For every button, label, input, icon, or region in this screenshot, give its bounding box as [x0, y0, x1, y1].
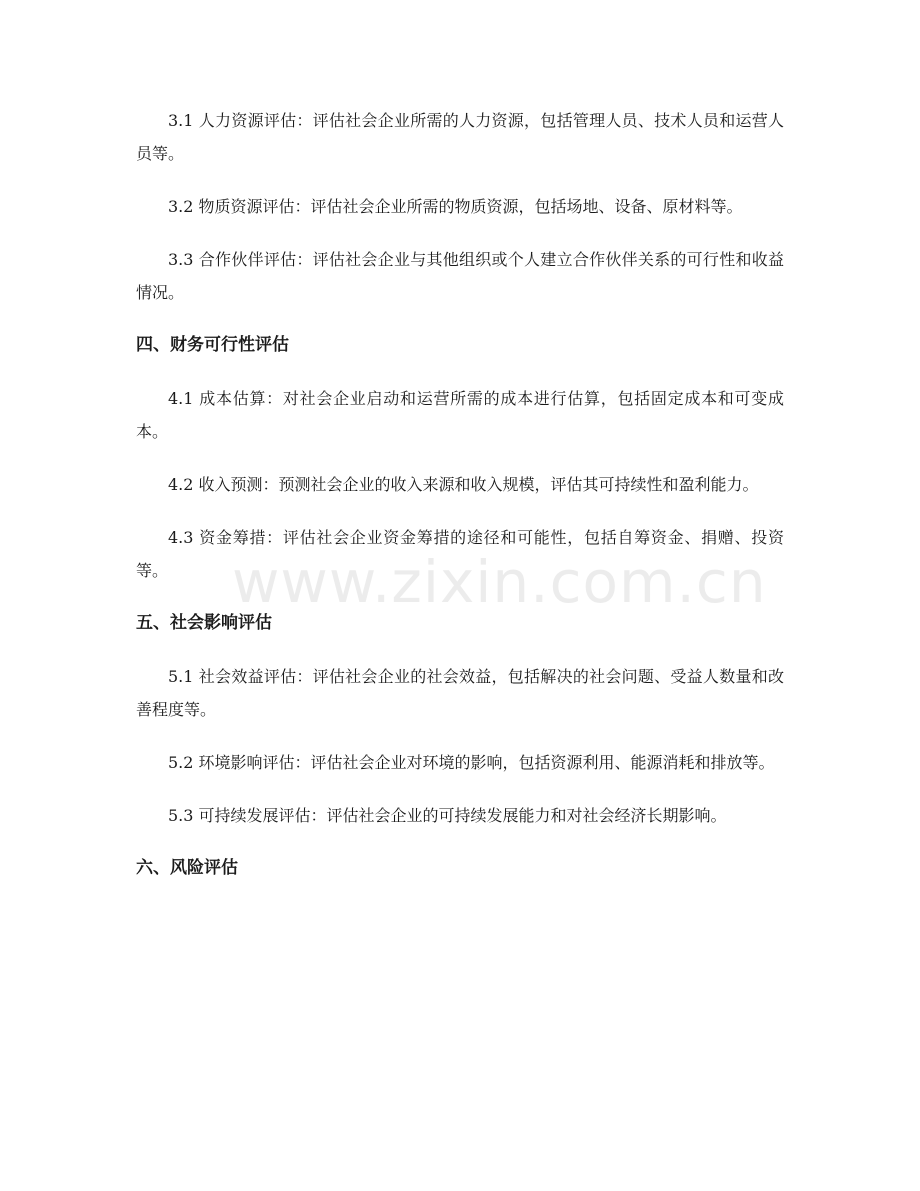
paragraph-3-2: 3.2 物质资源评估：评估社会企业所需的物质资源，包括场地、设备、原材料等。: [168, 197, 743, 216]
section-heading-5: 五、社会影响评估: [136, 613, 272, 633]
paragraph-5-2: 5.2 环境影响评估：评估社会企业对环境的影响，包括资源利用、能源消耗和排放等。: [168, 753, 775, 772]
paragraph-5-3: 5.3 可持续发展评估：评估社会企业的可持续发展能力和对社会经济长期影响。: [168, 806, 727, 825]
paragraph-4-1: 4.1 成本估算：对社会企业启动和运营所需的成本进行估算，包括固定成本和可变成本。: [136, 389, 784, 441]
paragraph-3-1: 3.1 人力资源评估：评估社会企业所需的人力资源，包括管理人员、技术人员和运营人员等。: [136, 111, 784, 163]
watermark-text: www.zixin.com.cn: [232, 548, 767, 616]
paragraph-4-2: 4.2 收入预测：预测社会企业的收入来源和收入规模，评估其可持续性和盈利能力。: [168, 475, 759, 494]
paragraph-5-1: 5.1 社会效益评估：评估社会企业的社会效益，包括解决的社会问题、受益人数量和改善程度等。: [136, 667, 784, 719]
section-heading-4: 四、财务可行性评估: [136, 335, 289, 355]
paragraph-3-3: 3.3 合作伙伴评估：评估社会企业与其他组织或个人建立合作伙伴关系的可行性和收益情况。: [136, 250, 784, 302]
document-body: [136, 104, 784, 905]
paragraph-4-3: 4.3 资金筹措：评估社会企业资金筹措的途径和可能性，包括自筹资金、捐赠、投资等。: [136, 528, 784, 580]
section-heading-6: 六、风险评估: [136, 858, 238, 878]
